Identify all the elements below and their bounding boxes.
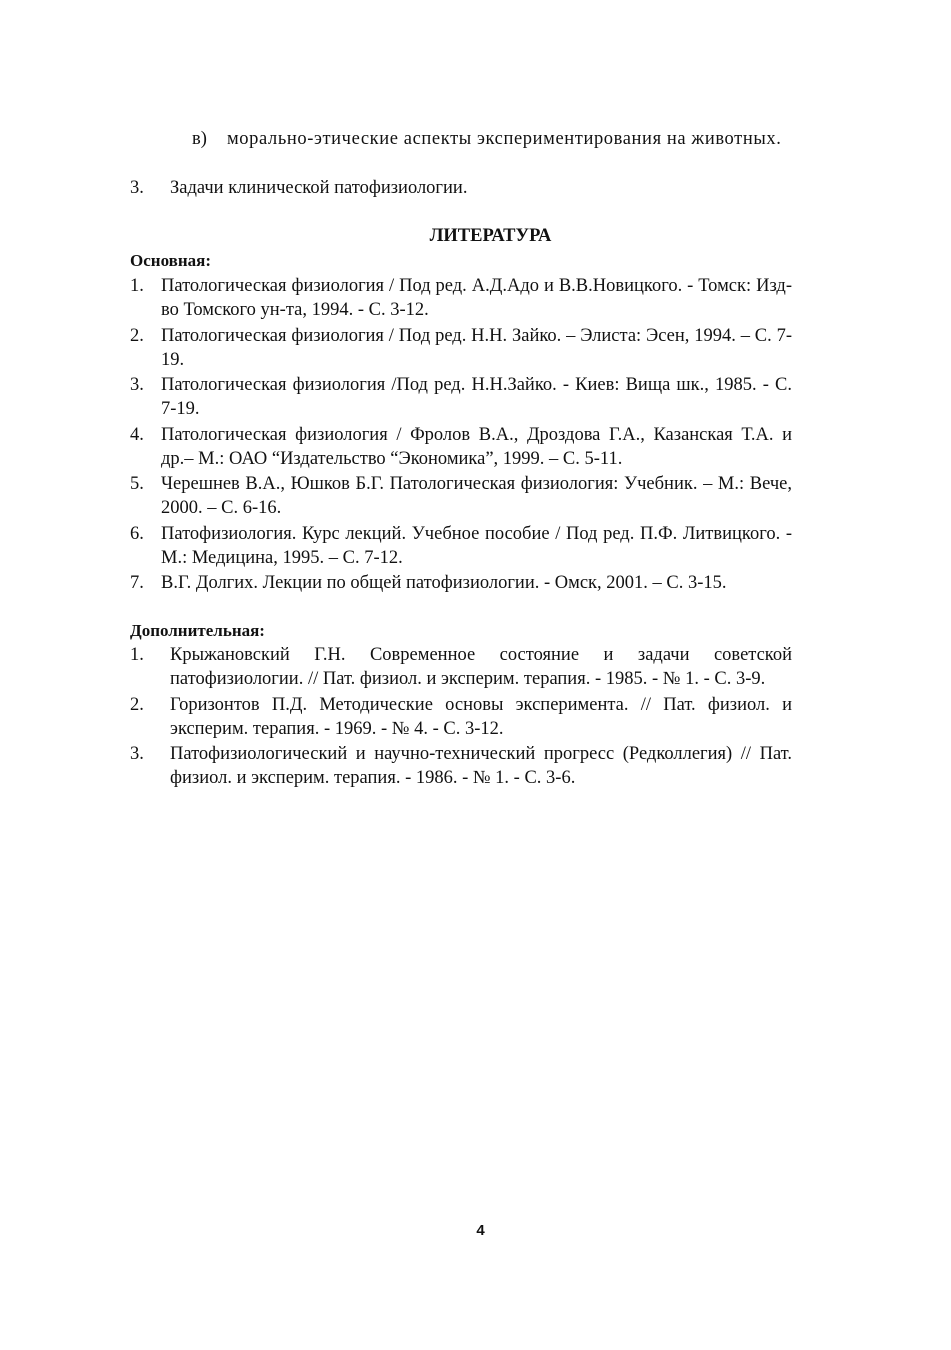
sub-item-v <box>192 127 792 151</box>
reference-number: 6. <box>130 523 144 544</box>
reference-item <box>130 693 792 741</box>
list-item-text: Задачи клинической патофизиологии. <box>170 178 468 198</box>
list-item-3 <box>130 176 792 200</box>
reference-item <box>130 324 792 372</box>
reference-text: Патологическая физиология / Фролов В.А., Дроздова Г.А., Казанская Т.А. и др.– М.: ОАО “Издательство “Экономика”, 1999. – С. 5-11. <box>161 424 792 469</box>
list-item-number: 3. <box>130 178 144 198</box>
main-literature-title: Основная: <box>130 251 211 270</box>
reference-item <box>130 522 792 570</box>
reference-item <box>130 373 792 421</box>
reference-item <box>130 571 792 595</box>
reference-number: 5. <box>130 474 144 494</box>
reference-number: 2. <box>130 694 144 715</box>
literature-heading: ЛИТЕРАТУРА <box>429 226 552 246</box>
reference-number: 3. <box>130 744 144 764</box>
reference-item <box>130 742 792 790</box>
sub-item-marker: в) <box>192 129 207 149</box>
reference-text: Патофизиологический и научно-технический прогресс (Редколлегия) // Пат. физиол. и эксперим. терапия. - 1986. - № 1. - С. 3-6. <box>170 744 792 788</box>
reference-item <box>130 472 792 520</box>
main-literature-list <box>130 274 792 597</box>
reference-item <box>130 643 792 691</box>
reference-number: 3. <box>130 375 144 395</box>
reference-number: 7. <box>130 573 144 593</box>
reference-number: 2. <box>130 325 144 346</box>
reference-text: Горизонтов П.Д. Методические основы эксперимента. // Пат. физиол. и эксперим. терапия. - 1969. - № 4. - С. 3-12. <box>170 694 792 739</box>
reference-item <box>130 274 792 322</box>
reference-number: 1. <box>130 645 144 665</box>
reference-number: 4. <box>130 424 144 445</box>
reference-text: Черешнев В.А., Юшков Б.Г. Патологическая физиология: Учебник. – М.: Вече, 2000. – С. 6-16. <box>161 474 792 518</box>
extra-literature-list <box>130 643 792 792</box>
reference-text: Патологическая физиология / Под ред. А.Д.Адо и В.В.Новицкого. - Томск: Изд-во Томского ун-та, 1994. - С. 3-12. <box>161 276 792 320</box>
reference-text: Крыжановский Г.Н. Современное состояние и задачи советской патофизиологии. // Пат. физиол. и эксперим. терапия. - 1985. - № 1. - С. 3-9. <box>170 645 792 689</box>
page-number: 4 <box>476 1222 485 1239</box>
reference-number: 1. <box>130 276 144 296</box>
reference-text: Патофизиология. Курс лекций. Учебное пособие / Под ред. П.Ф. Литвицкого. - М.: Медицина, 1995. – С. 7-12. <box>161 523 792 568</box>
reference-text: Патологическая физиология / Под ред. Н.Н. Зайко. – Элиста: Эсен, 1994. – С. 7-19. <box>161 325 792 370</box>
reference-text: Патологическая физиология /Под ред. Н.Н.Зайко. - Киев: Вища шк., 1985. - С. 7-19. <box>161 375 792 419</box>
reference-text: В.Г. Долгих. Лекции по общей патофизиологии. - Омск, 2001. – С. 3-15. <box>161 573 727 593</box>
sub-item-text: морально-этические аспекты экспериментирования на животных. <box>227 129 782 149</box>
extra-literature-title: Дополнительная: <box>130 621 265 640</box>
reference-item <box>130 423 792 471</box>
